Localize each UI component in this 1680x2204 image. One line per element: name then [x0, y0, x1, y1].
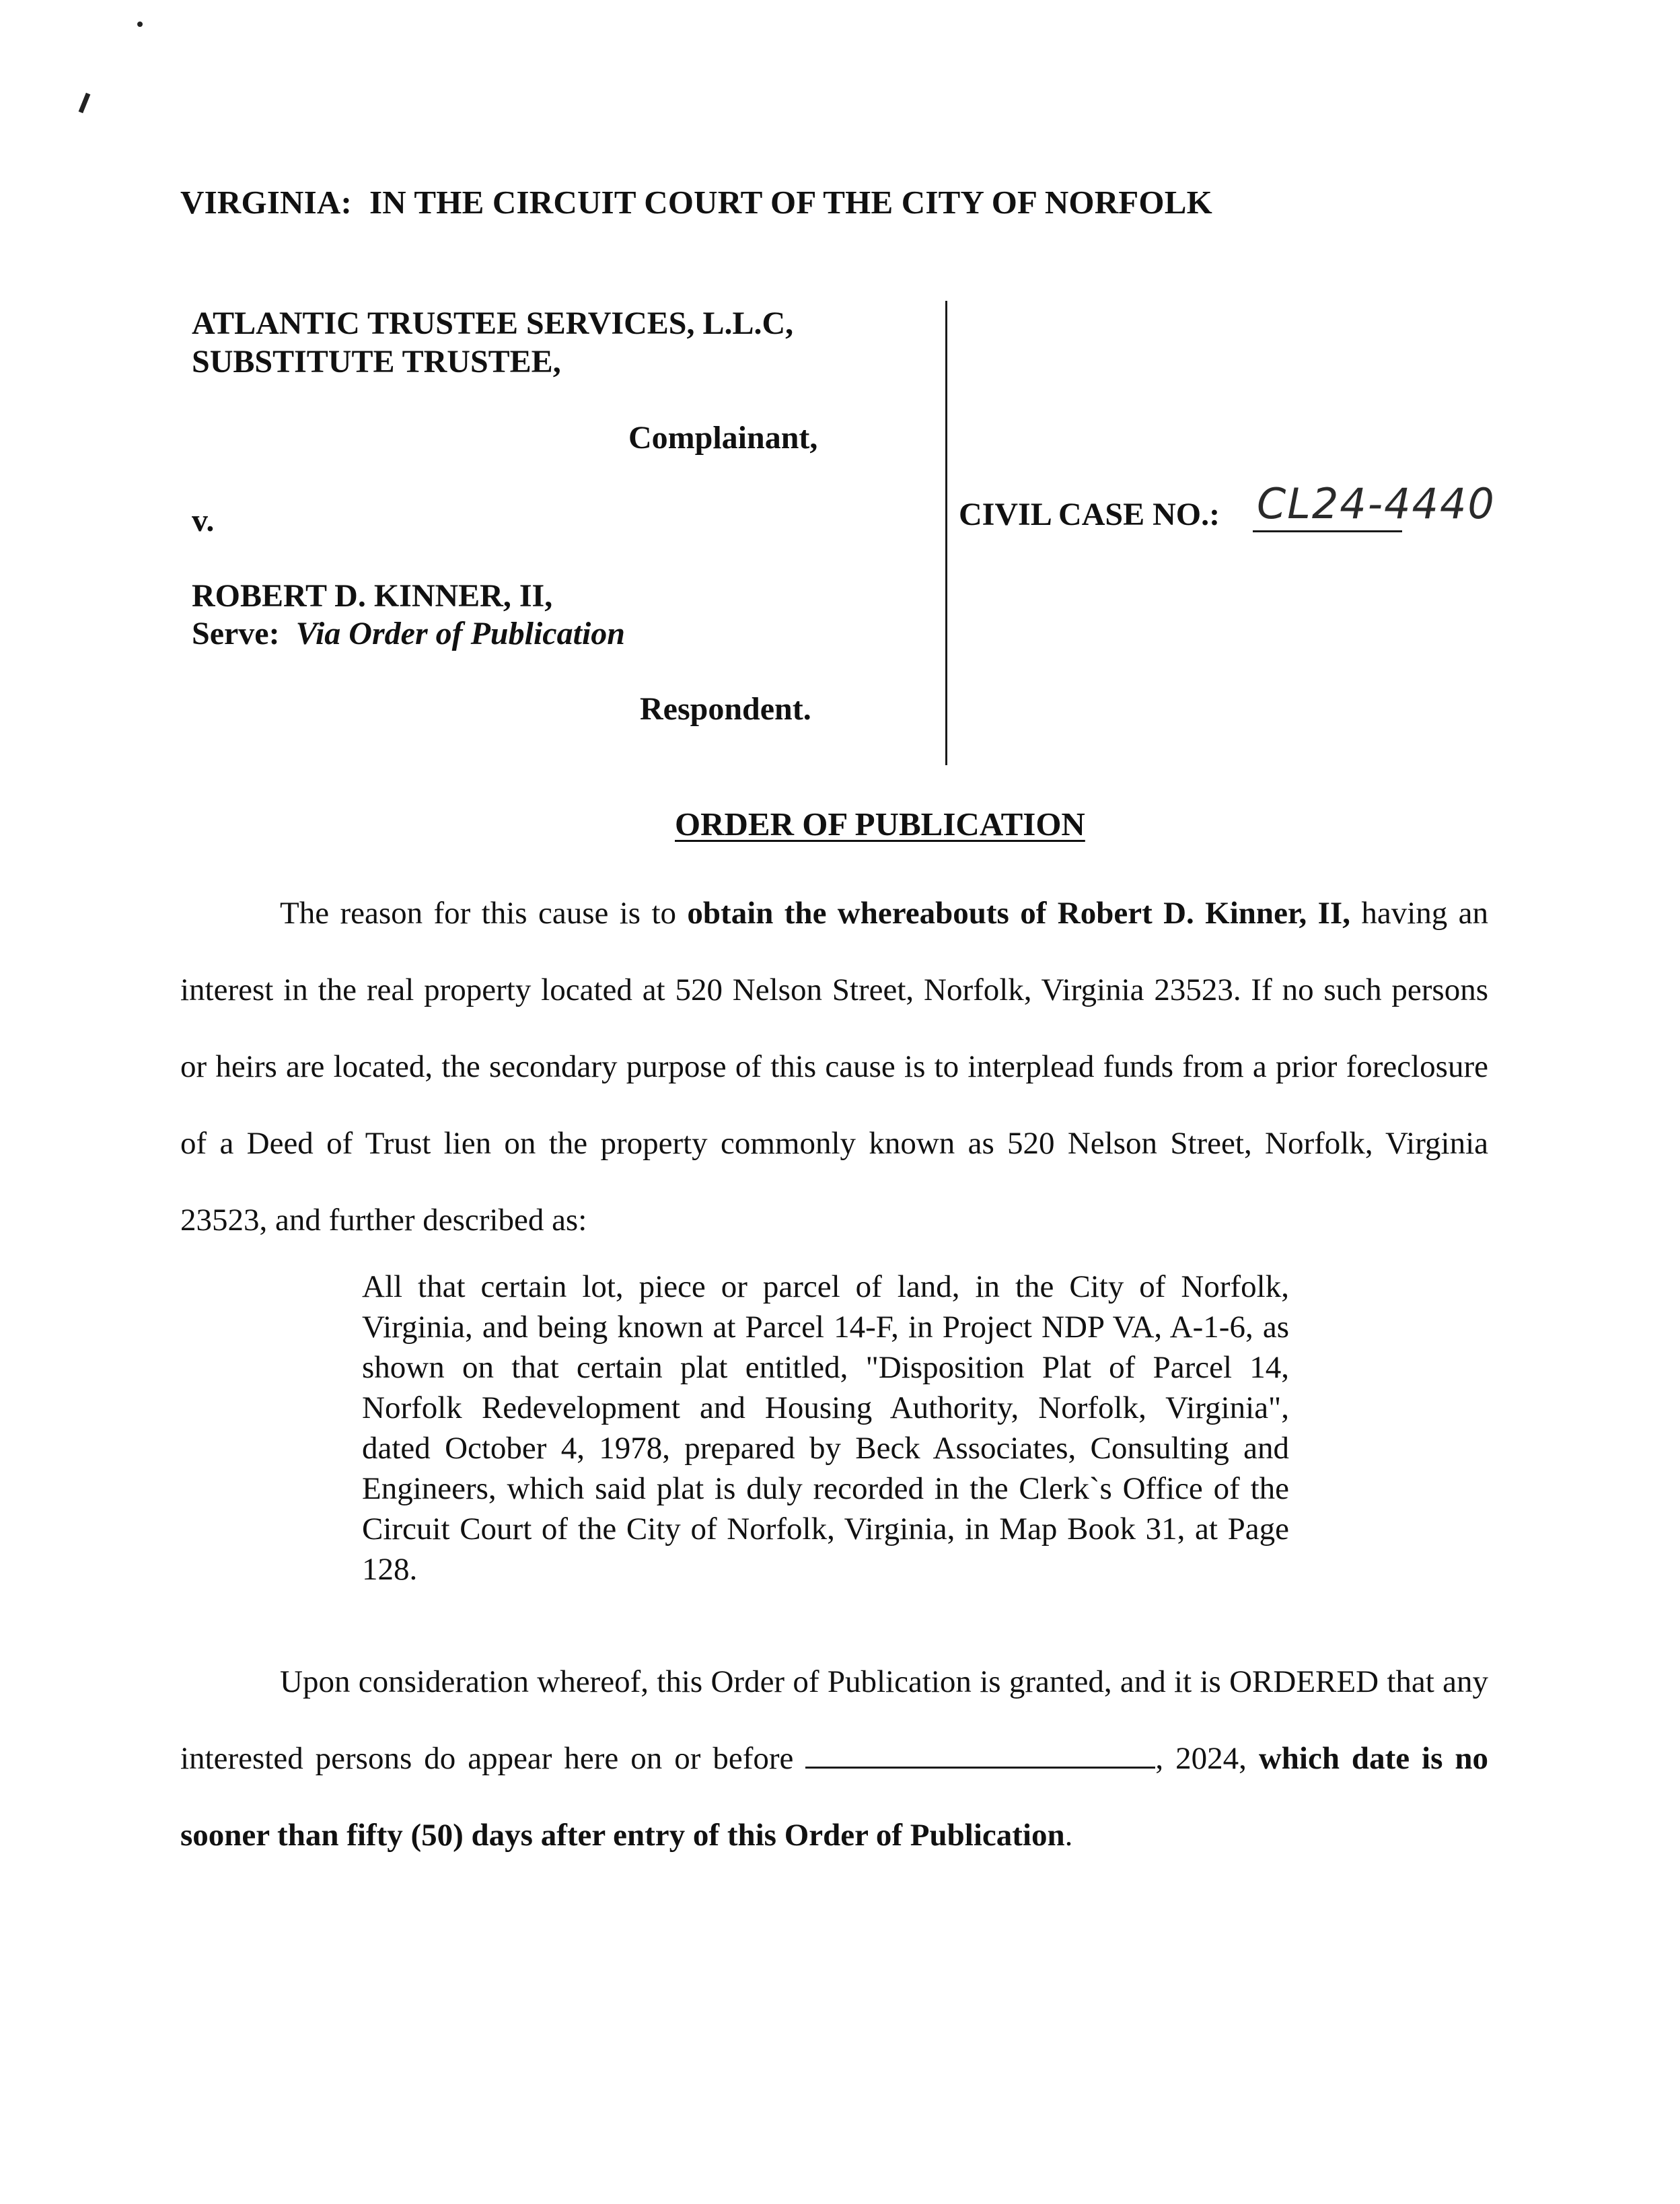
purpose-rest: having an interest in the real property located at 520 Nelson Street, Norfolk, Virginia 23523. If no such persons or heirs are located, the secondary purpose of this cause is to interplead funds from a prior foreclosure of a Deed of Trust lien on the property commonly known as 520 Nelson Street, Norfolk, Virginia 23523, and further described as:	[180, 896, 1488, 1238]
case-number-underline	[1253, 530, 1402, 532]
order-bold: which date is no sooner than fifty (50) days after entry of this Order of Publication	[180, 1741, 1489, 1853]
serve-method: Via Order of Publication	[295, 616, 625, 651]
plaintiff-role: Complainant,	[628, 420, 818, 456]
caption-divider	[945, 301, 947, 765]
defendant-name: ROBERT D. KINNER, II,	[192, 578, 553, 614]
serve-line	[192, 615, 625, 652]
defendant-block	[192, 577, 625, 652]
court-name: IN THE CIRCUIT COURT OF THE CITY OF NORFOLK	[369, 184, 1212, 221]
order-year: , 2024,	[1155, 1741, 1259, 1776]
court-state: VIRGINIA:	[180, 184, 352, 221]
plaintiff-capacity: SUBSTITUTE TRUSTEE,	[192, 344, 561, 380]
scan-mark-slash	[79, 93, 91, 113]
order-paragraph	[180, 1643, 1488, 1874]
purpose-bold: obtain the whereabouts of Robert D. Kinner, II,	[687, 896, 1350, 931]
order-lead: Upon consideration whereof, this Order of Publication is granted, and it is ORDERED that any interested persons do appear here on or before	[180, 1664, 1488, 1776]
case-number-label: CIVIL CASE NO.:	[959, 497, 1220, 532]
order-end: .	[1064, 1818, 1073, 1853]
purpose-lead: The reason for this cause is to	[280, 896, 688, 931]
purpose-paragraph	[180, 875, 1488, 1258]
plaintiff-block	[192, 304, 793, 381]
scan-mark-dot	[137, 22, 143, 27]
document-title: ORDER OF PUBLICATION	[675, 806, 1085, 843]
legal-description: All that certain lot, piece or parcel of land, in the City of Norfolk, Virginia, and being known at Parcel 14-F, in Project NDP VA, A-1-6, as shown on that certain plat entitled, "Disposition Plat of Parcel 14, Norfolk Redevelopment and Housing Authority, Norfolk, Virginia", dated October 4, 1978, prepared by Beck Associates, Consulting and Engineers, which said plat is duly recorded in the Clerk`s Office of the Circuit Court of the City of Norfolk, Virginia, in Map Book 31, at Page 128.	[362, 1269, 1289, 1587]
plaintiff-name: ATLANTIC TRUSTEE SERVICES, L.L.C,	[192, 306, 794, 341]
defendant-role: Respondent.	[640, 691, 811, 727]
versus-label: v.	[192, 503, 215, 538]
serve-label: Serve:	[192, 616, 280, 651]
case-number-handwritten: CL24-4440	[1257, 479, 1496, 528]
court-heading	[180, 183, 1212, 221]
appearance-date-blank[interactable]	[805, 1746, 1155, 1769]
